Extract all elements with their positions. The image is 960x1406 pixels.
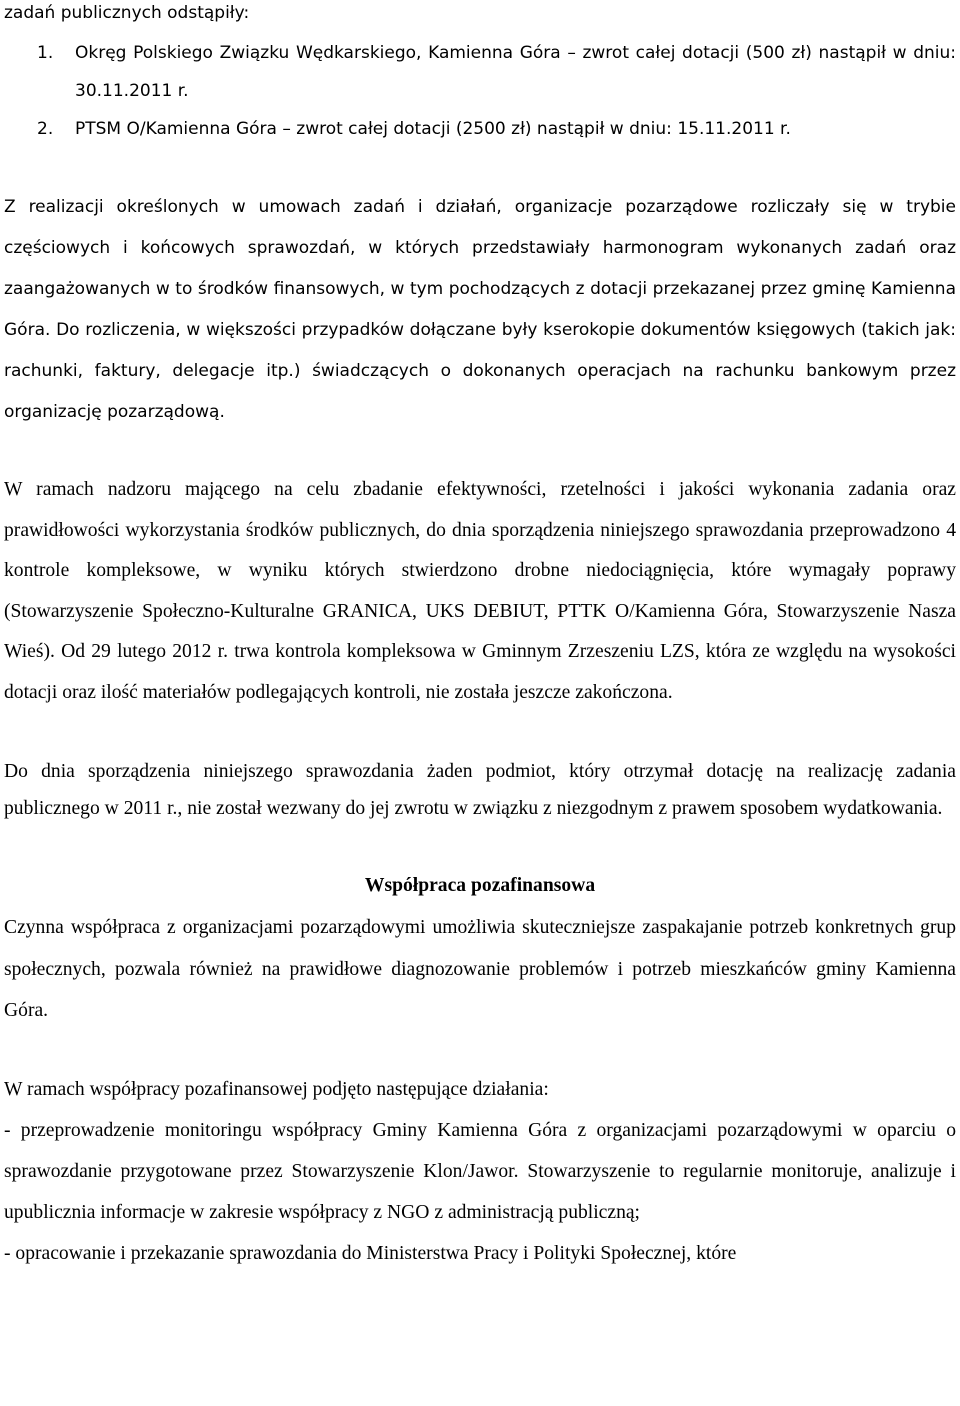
spacer (4, 433, 956, 470)
paragraph-cooperation: Czynna współpraca z organizacjami pozarządowymi umożliwia skuteczniejsze zaspakajanie potrzeb konkretnych grup społecznych, pozwala również na prawidłowe diagnozowanie problemów i potrzeb mieszkańców gminy Kamienna Góra. (4, 917, 956, 1021)
spacer (4, 1031, 956, 1069)
document-page (4, 0, 956, 1274)
spacer (4, 713, 956, 753)
action-item: - przeprowadzenie monitoringu współpracy Gminy Kamienna Góra z organizacjami pozarządowymi w oparciu o sprawozdanie przygotowane przez Stowarzyszenie Klon/Jawor. Stowarzyszenie to regularnie monitoruje, analizuje i upublicznia informacje w zakresie współpracy z NGO z administracją publiczną; (4, 1120, 956, 1224)
spacer (4, 148, 956, 187)
action-item: - opracowanie i przekazanie sprawozdania do Ministerstwa Pracy i Polityki Społecznej, które (4, 1243, 737, 1265)
paragraph-no-refund: Do dnia sporządzenia niniejszego sprawozdania żaden podmiot, który otrzymał dotację na realizację zadania publicznego w 2011 r., nie został wezwany do jej zwrotu w związku z niezgodnym z prawem sposobem wydatkowania. (4, 761, 956, 820)
intro-line: zadań publicznych odstąpiły: (4, 3, 250, 23)
list-item-text: PTSM O/Kamienna Góra – zwrot całej dotacji (2500 zł) nastąpił w dniu: 15.11.2011 r. (75, 119, 791, 139)
list-item-text: Okręg Polskiego Związku Wędkarskiego, Kamienna Góra – zwrot całej dotacji (500 zł) nastąpił w dniu: 30.11.2011 r. (75, 43, 956, 101)
paragraph-actions-intro: W ramach współpracy pozafinansowej podjęto następujące działania: (4, 1079, 549, 1101)
withdrawn-list (4, 34, 956, 148)
list-number: 2. (37, 119, 54, 139)
section-heading: Współpraca pozafinansowa (364, 875, 596, 897)
paragraph-supervision: W ramach nadzoru mającego na celu zbadanie efektywności, rzetelności i jakości wykonania zadania oraz prawidłowości wykorzystania środków publicznych, do dnia sporządzenia niniejszego sprawozdania przeprowadzono 4 kontrole kompleksowe, w wyniku których stwierdzono drobne niedociągnięcia, które wymagały poprawy (Stowarzyszenie Społeczno-Kulturalne GRANICA, UKS DEBIUT, PTTK O/Kamienna Góra, Stowarzyszenie Nasza Wieś). Od 29 lutego 2012 r. trwa kontrola kompleksowa w Gminnym Zrzeszeniu LZS, która ze względu na wysokości dotacji oraz ilość materiałów podlegających kontroli, nie została jeszcze zakończona. (4, 479, 956, 703)
spacer (4, 827, 956, 865)
list-number: 1. (37, 43, 54, 63)
list-item (4, 110, 956, 148)
paragraph-settlement: Z realizacji określonych w umowach zadań i działań, organizacje pozarządowe rozliczały się w trybie częściowych i końcowych sprawozdań, w których przedstawiały harmonogram wykonanych zadań oraz zaangażowanych w to środków finansowych, w tym pochodzących z dotacji przekazanej przez gminę Kamienna Góra. Do rozliczenia, w większości przypadków dołączane były kserokopie dokumentów księgowych (takich jak: rachunki, faktury, delegacje itp.) świadczących o dokonanych operacjach na rachunku bankowym przez organizację pozarządową. (4, 197, 956, 422)
list-item (4, 34, 956, 110)
